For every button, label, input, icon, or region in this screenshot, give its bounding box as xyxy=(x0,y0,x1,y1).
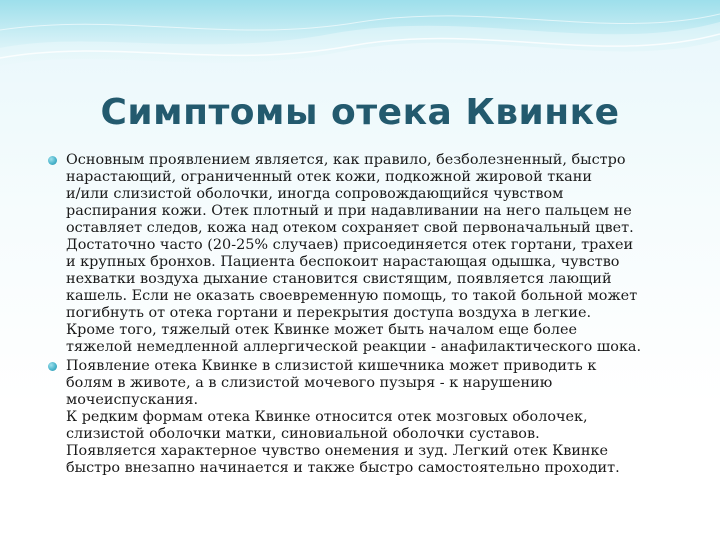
slide-title: Симптомы отека Квинке xyxy=(100,92,620,133)
header-wave-decoration xyxy=(0,0,720,90)
bullet-text: Основным проявлением является, как правило, безболезненный, быстро нарастающий, ограниченный отек кожи, подкожной жировой ткани и/или слизистой оболочки, иногда сопровождающийся чувством распирания кожи. Отек плотный и при надавливании на него пальцем не оставляет следов, кожа над отеком сохраняет свой первоначальный цвет. Достаточно часто (20-25% случаев) присоединяется отек гортани, трахеи и крупных бронхов. Пациента беспокоит нарастающая одышка, чувство нехватки воздуха дыхание становится свистящим, появляется лающий кашель. Если не оказать своевременную помощь, то такой больной может погибнуть от отека гортани и перекрытия доступа воздуха в легкие. Кроме того, тяжелый отек Квинке может быть началом еще более тяжелой немедленной аллергической реакции - анафилактического шока. xyxy=(66,152,642,355)
bullet-dot-icon xyxy=(48,362,57,371)
bullet-text: Появление отека Квинке в слизистой кишечника может приводить к болям в животе, а в слизистой мочевого пузыря - к нарушению мочеиспускания. К редким формам отека Квинке относится отек мозговых оболочек, слизистой оболочки матки, синовиальной оболочки суставов. Появляется характерное чувство онемения и зуд. Легкий отек Квинке быстро внезапно начинается и также быстро самостоятельно проходит. xyxy=(66,358,620,476)
bullet-item xyxy=(48,358,688,477)
bullet-dot-icon xyxy=(48,156,57,165)
bullet-item xyxy=(48,152,688,356)
bullet-list xyxy=(48,152,688,479)
